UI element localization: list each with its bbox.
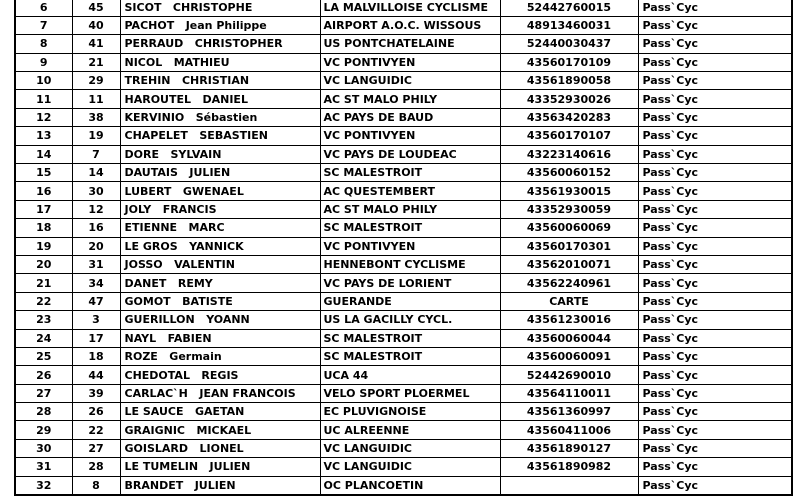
bib-cell: 38 [72, 108, 120, 126]
club-cell: VC PONTIVYEN [320, 127, 500, 145]
club-cell: VC PONTIVYEN [320, 237, 500, 255]
bib-cell: 20 [72, 237, 120, 255]
table-row [15, 72, 792, 90]
bib-cell: 26 [72, 403, 120, 421]
license-cell: 43561930015 [500, 182, 638, 200]
club-cell: VC PONTIVYEN [320, 53, 500, 71]
start-list-page [14, 0, 794, 496]
club-cell: OC PLANCOETIN [320, 476, 500, 494]
license-cell: 43561890982 [500, 458, 638, 476]
license-cell: 43560060091 [500, 347, 638, 365]
rank-cell: 24 [15, 329, 72, 347]
bib-cell: 34 [72, 274, 120, 292]
license-cell: 43560170107 [500, 127, 638, 145]
table-row [15, 329, 792, 347]
category-cell: Pass`Cyc [638, 16, 792, 34]
license-cell: 43560170109 [500, 53, 638, 71]
table-row [15, 476, 792, 494]
club-cell: US PONTCHATELAINE [320, 35, 500, 53]
rank-cell: 9 [15, 53, 72, 71]
rank-cell: 20 [15, 255, 72, 273]
license-cell: 43560060069 [500, 219, 638, 237]
club-cell: HENNEBONT CYCLISME [320, 255, 500, 273]
club-cell: VC LANGUIDIC [320, 439, 500, 457]
rank-cell: 6 [15, 0, 72, 16]
table-row [15, 35, 792, 53]
table-body [15, 0, 792, 495]
bib-cell: 30 [72, 182, 120, 200]
rider-name-cell: LE GROS YANNICK [120, 237, 320, 255]
bib-cell: 40 [72, 16, 120, 34]
table-row [15, 182, 792, 200]
table-row [15, 16, 792, 34]
bib-cell: 31 [72, 255, 120, 273]
club-cell: UCA 44 [320, 366, 500, 384]
rank-cell: 25 [15, 347, 72, 365]
rider-name-cell: JOSSO VALENTIN [120, 255, 320, 273]
license-cell: 52442760015 [500, 0, 638, 16]
club-cell: LA MALVILLOISE CYCLISME [320, 0, 500, 16]
rank-cell: 27 [15, 384, 72, 402]
category-cell: Pass`Cyc [638, 237, 792, 255]
license-cell: 43560170301 [500, 237, 638, 255]
rank-cell: 8 [15, 35, 72, 53]
rank-cell: 12 [15, 108, 72, 126]
rank-cell: 11 [15, 90, 72, 108]
rider-name-cell: CARLAC`H JEAN FRANCOIS [120, 384, 320, 402]
category-cell: Pass`Cyc [638, 127, 792, 145]
rider-name-cell: LUBERT GWENAEL [120, 182, 320, 200]
category-cell: Pass`Cyc [638, 384, 792, 402]
bib-cell: 27 [72, 439, 120, 457]
bib-cell: 11 [72, 90, 120, 108]
club-cell: SC MALESTROIT [320, 164, 500, 182]
category-cell: Pass`Cyc [638, 311, 792, 329]
club-cell: AC PAYS DE BAUD [320, 108, 500, 126]
bib-cell: 28 [72, 458, 120, 476]
rider-name-cell: GRAIGNIC MICKAEL [120, 421, 320, 439]
rank-cell: 30 [15, 439, 72, 457]
table-row [15, 292, 792, 310]
bib-cell: 47 [72, 292, 120, 310]
category-cell: Pass`Cyc [638, 476, 792, 494]
license-cell: 43223140616 [500, 145, 638, 163]
category-cell: Pass`Cyc [638, 35, 792, 53]
rider-name-cell: DORE SYLVAIN [120, 145, 320, 163]
rank-cell: 28 [15, 403, 72, 421]
category-cell: Pass`Cyc [638, 439, 792, 457]
table-row [15, 0, 792, 16]
category-cell: Pass`Cyc [638, 90, 792, 108]
table-row [15, 439, 792, 457]
license-cell: 43560411006 [500, 421, 638, 439]
bib-cell: 41 [72, 35, 120, 53]
rank-cell: 23 [15, 311, 72, 329]
club-cell: AC ST MALO PHILY [320, 200, 500, 218]
club-cell: UC ALREENNE [320, 421, 500, 439]
bib-cell: 29 [72, 72, 120, 90]
club-cell: AIRPORT A.O.C. WISSOUS [320, 16, 500, 34]
bib-cell: 18 [72, 347, 120, 365]
rider-name-cell: CHEDOTAL REGIS [120, 366, 320, 384]
club-cell: VELO SPORT PLOERMEL [320, 384, 500, 402]
category-cell: Pass`Cyc [638, 255, 792, 273]
rider-name-cell: NICOL MATHIEU [120, 53, 320, 71]
bib-cell: 45 [72, 0, 120, 16]
category-cell: Pass`Cyc [638, 164, 792, 182]
club-cell: SC MALESTROIT [320, 329, 500, 347]
category-cell: Pass`Cyc [638, 366, 792, 384]
bib-cell: 21 [72, 53, 120, 71]
category-cell: Pass`Cyc [638, 219, 792, 237]
club-cell: US LA GACILLY CYCL. [320, 311, 500, 329]
club-cell: VC PAYS DE LOUDEAC [320, 145, 500, 163]
bib-cell: 12 [72, 200, 120, 218]
rider-name-cell: TREHIN CHRISTIAN [120, 72, 320, 90]
table-row [15, 384, 792, 402]
rider-name-cell: KERVINIO Sébastien [120, 108, 320, 126]
rider-name-cell: JOLY FRANCIS [120, 200, 320, 218]
license-cell: 43561230016 [500, 311, 638, 329]
bib-cell: 22 [72, 421, 120, 439]
bib-cell: 19 [72, 127, 120, 145]
table-row [15, 274, 792, 292]
club-cell: AC QUESTEMBERT [320, 182, 500, 200]
table-row [15, 108, 792, 126]
category-cell: Pass`Cyc [638, 274, 792, 292]
club-cell: EC PLUVIGNOISE [320, 403, 500, 421]
license-cell: 43560060152 [500, 164, 638, 182]
license-cell: 43563420283 [500, 108, 638, 126]
table-row [15, 421, 792, 439]
rider-name-cell: BRANDET JULIEN [120, 476, 320, 494]
category-cell: Pass`Cyc [638, 292, 792, 310]
bib-cell: 16 [72, 219, 120, 237]
bib-cell: 14 [72, 164, 120, 182]
bib-cell: 3 [72, 311, 120, 329]
license-cell: 48913460031 [500, 16, 638, 34]
rider-name-cell: GOISLARD LIONEL [120, 439, 320, 457]
license-cell: CARTE [500, 292, 638, 310]
rider-name-cell: HAROUTEL DANIEL [120, 90, 320, 108]
license-cell [500, 476, 638, 494]
license-cell: 43561890058 [500, 72, 638, 90]
license-cell: 43562240961 [500, 274, 638, 292]
rank-cell: 16 [15, 182, 72, 200]
rank-cell: 31 [15, 458, 72, 476]
rank-cell: 15 [15, 164, 72, 182]
license-cell: 43561360997 [500, 403, 638, 421]
category-cell: Pass`Cyc [638, 72, 792, 90]
table-row [15, 53, 792, 71]
license-cell: 43562010071 [500, 255, 638, 273]
table-row [15, 127, 792, 145]
bib-cell: 7 [72, 145, 120, 163]
rank-cell: 26 [15, 366, 72, 384]
category-cell: Pass`Cyc [638, 53, 792, 71]
bib-cell: 44 [72, 366, 120, 384]
rider-name-cell: PERRAUD CHRISTOPHER [120, 35, 320, 53]
table-row [15, 347, 792, 365]
club-cell: SC MALESTROIT [320, 219, 500, 237]
table-row [15, 311, 792, 329]
rank-cell: 17 [15, 200, 72, 218]
table-row [15, 255, 792, 273]
race-start-list-table [14, 0, 793, 496]
rider-name-cell: CHAPELET SEBASTIEN [120, 127, 320, 145]
rider-name-cell: GOMOT BATISTE [120, 292, 320, 310]
rider-name-cell: DAUTAIS JULIEN [120, 164, 320, 182]
category-cell: Pass`Cyc [638, 0, 792, 16]
club-cell: GUERANDE [320, 292, 500, 310]
rank-cell: 7 [15, 16, 72, 34]
club-cell: VC LANGUIDIC [320, 458, 500, 476]
bib-cell: 39 [72, 384, 120, 402]
license-cell: 43564110011 [500, 384, 638, 402]
rank-cell: 10 [15, 72, 72, 90]
table-row [15, 145, 792, 163]
rider-name-cell: GUERILLON YOANN [120, 311, 320, 329]
table-row [15, 200, 792, 218]
club-cell: AC ST MALO PHILY [320, 90, 500, 108]
table-row [15, 458, 792, 476]
table-row [15, 90, 792, 108]
table-row [15, 219, 792, 237]
category-cell: Pass`Cyc [638, 421, 792, 439]
table-row [15, 164, 792, 182]
table-row [15, 403, 792, 421]
rider-name-cell: ETIENNE MARC [120, 219, 320, 237]
rider-name-cell: LE TUMELIN JULIEN [120, 458, 320, 476]
category-cell: Pass`Cyc [638, 329, 792, 347]
category-cell: Pass`Cyc [638, 347, 792, 365]
category-cell: Pass`Cyc [638, 108, 792, 126]
category-cell: Pass`Cyc [638, 403, 792, 421]
category-cell: Pass`Cyc [638, 182, 792, 200]
license-cell: 52440030437 [500, 35, 638, 53]
table-row [15, 237, 792, 255]
rank-cell: 18 [15, 219, 72, 237]
rider-name-cell: DANET REMY [120, 274, 320, 292]
rank-cell: 22 [15, 292, 72, 310]
rank-cell: 32 [15, 476, 72, 494]
rank-cell: 19 [15, 237, 72, 255]
rider-name-cell: NAYL FABIEN [120, 329, 320, 347]
rider-name-cell: PACHOT Jean Philippe [120, 16, 320, 34]
bib-cell: 8 [72, 476, 120, 494]
club-cell: VC PAYS DE LORIENT [320, 274, 500, 292]
rank-cell: 21 [15, 274, 72, 292]
rank-cell: 29 [15, 421, 72, 439]
license-cell: 43561890127 [500, 439, 638, 457]
category-cell: Pass`Cyc [638, 145, 792, 163]
bib-cell: 17 [72, 329, 120, 347]
license-cell: 43560060044 [500, 329, 638, 347]
license-cell: 43352930026 [500, 90, 638, 108]
category-cell: Pass`Cyc [638, 458, 792, 476]
rank-cell: 13 [15, 127, 72, 145]
rider-name-cell: LE SAUCE GAETAN [120, 403, 320, 421]
club-cell: VC LANGUIDIC [320, 72, 500, 90]
rank-cell: 14 [15, 145, 72, 163]
license-cell: 43352930059 [500, 200, 638, 218]
table-row [15, 366, 792, 384]
rider-name-cell: ROZE Germain [120, 347, 320, 365]
rider-name-cell: SICOT CHRISTOPHE [120, 0, 320, 16]
club-cell: SC MALESTROIT [320, 347, 500, 365]
license-cell: 52442690010 [500, 366, 638, 384]
category-cell: Pass`Cyc [638, 200, 792, 218]
